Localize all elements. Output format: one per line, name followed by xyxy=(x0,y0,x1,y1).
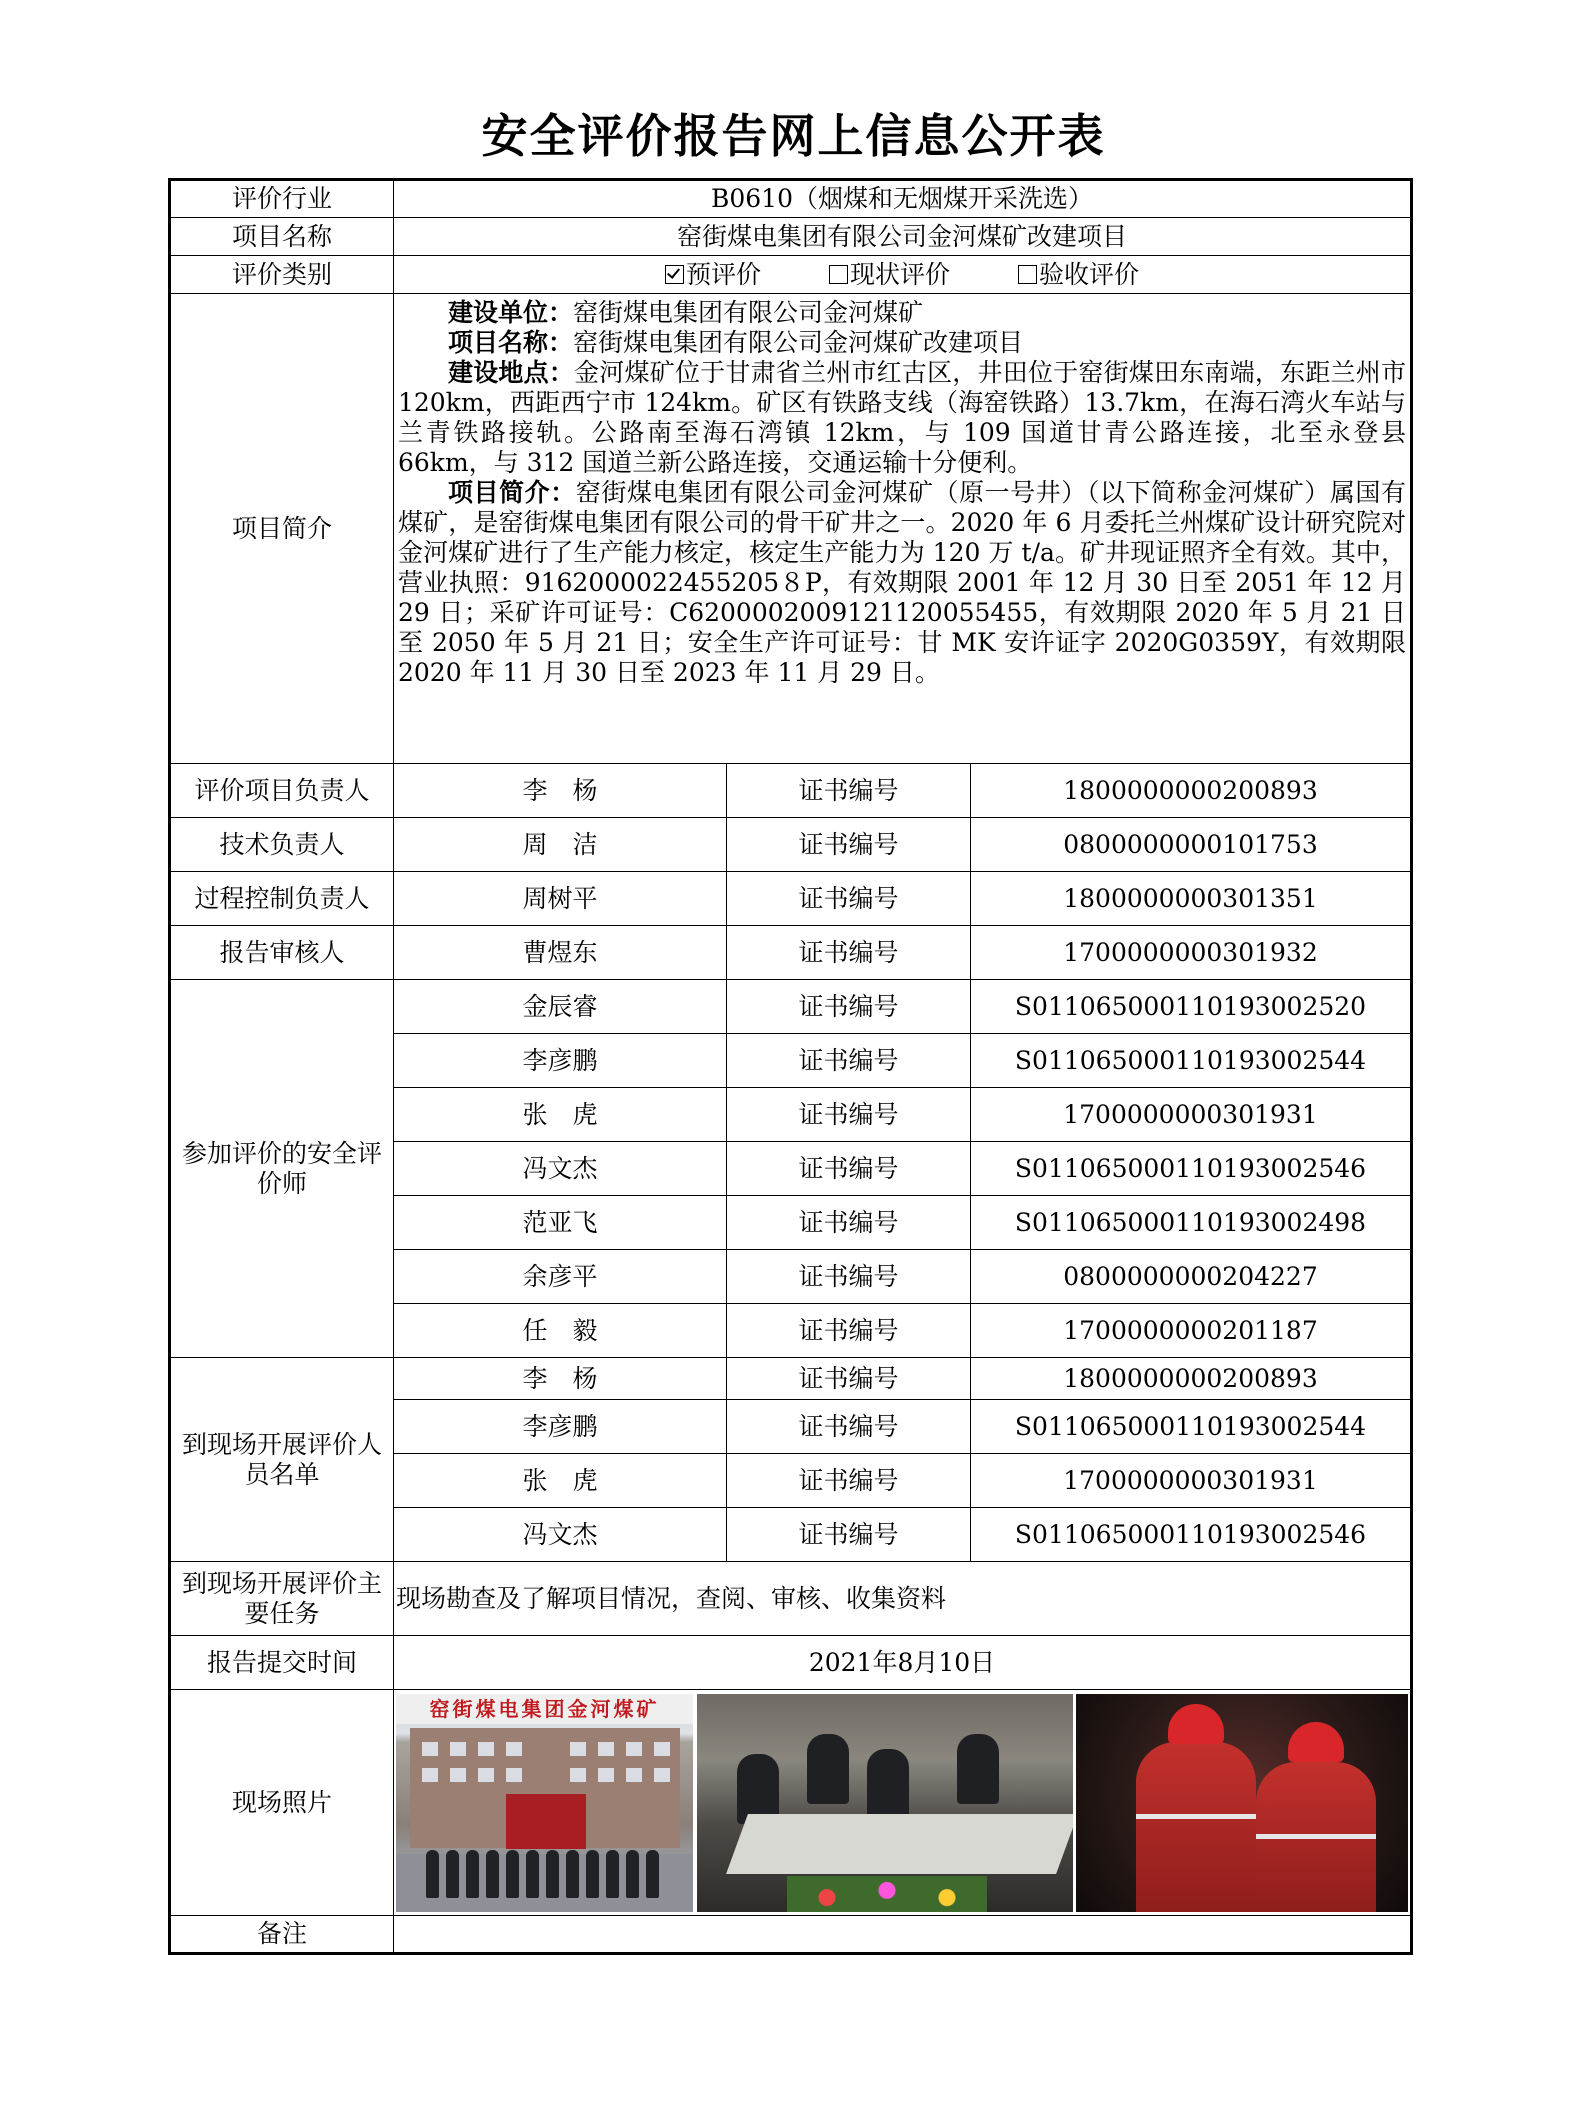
option-acceptance-evaluation[interactable]: 验收评价 xyxy=(1018,260,1139,290)
evaluator-name: 余彦平 xyxy=(394,1250,727,1304)
evaluator-cert: S011065000110193002498 xyxy=(971,1196,1412,1250)
mine-sign: 窑街煤电集团金河煤矿 xyxy=(396,1694,693,1724)
row-leader xyxy=(170,818,1412,872)
cert-label: 证书编号 xyxy=(727,1508,971,1562)
onsite-name: 冯文杰 xyxy=(394,1508,727,1562)
cert-label: 证书编号 xyxy=(727,1142,971,1196)
project-intro-text xyxy=(394,294,1412,764)
flowers xyxy=(787,1876,987,1912)
cert-label: 证书编号 xyxy=(727,764,971,818)
cert-label: 证书编号 xyxy=(727,1400,971,1454)
remarks-label: 备注 xyxy=(170,1916,394,1954)
evaluator-name: 冯文杰 xyxy=(394,1142,727,1196)
row-photos xyxy=(170,1690,1412,1916)
cert-label: 证书编号 xyxy=(727,1088,971,1142)
checkbox-icon[interactable] xyxy=(829,265,848,284)
row-leader xyxy=(170,872,1412,926)
leader-cert: 1800000000301351 xyxy=(971,872,1412,926)
evaluator-name: 任 毅 xyxy=(394,1304,727,1358)
tasks-label: 到现场开展评价主要任务 xyxy=(170,1562,394,1636)
intro-name-label: 项目名称： xyxy=(448,328,574,357)
onsite-label: 到现场开展评价人员名单 xyxy=(170,1358,394,1562)
evaluator-name: 李彦鹏 xyxy=(394,1034,727,1088)
page-title: 安全评价报告网上信息公开表 xyxy=(481,109,1106,163)
submit-date-label: 报告提交时间 xyxy=(170,1636,394,1690)
cert-label: 证书编号 xyxy=(727,980,971,1034)
cert-label: 证书编号 xyxy=(727,1196,971,1250)
photo-mine-building xyxy=(396,1694,693,1912)
row-submit-date xyxy=(170,1636,1412,1690)
cert-label: 证书编号 xyxy=(727,1250,971,1304)
location-value: 金河煤矿位于甘肃省兰州市红古区，井田位于窑街煤田东南端，东距兰州市 120km，西距西宁市 124km。矿区有铁路支线（海窑铁路）13.7km，在海石湾火车站与兰青铁路接轨。公路南至海石湾镇 12km，与 109 国道甘青公路连接，北至永登县 66km，与 312 国道兰新公路连接，交通运输十分便利。 xyxy=(398,358,1406,477)
evaluator-name: 张 虎 xyxy=(394,1088,727,1142)
onsite-name: 李 杨 xyxy=(394,1358,727,1400)
industry-label: 评价行业 xyxy=(170,180,394,218)
industry-value: B0610（烟煤和无烟煤开采洗选） xyxy=(394,180,1412,218)
checked-box-icon[interactable] xyxy=(665,265,684,284)
onsite-cert: S011065000110193002546 xyxy=(971,1508,1412,1562)
location-label: 建设地点： xyxy=(448,358,575,387)
checkbox-icon[interactable] xyxy=(1018,265,1037,284)
project-name-value: 窑街煤电集团有限公司金河煤矿改建项目 xyxy=(394,218,1412,256)
evaluator-name: 范亚飞 xyxy=(394,1196,727,1250)
evaluation-type-label: 评价类别 xyxy=(170,256,394,294)
row-project-intro xyxy=(170,294,1412,764)
evaluator-cert: 1700000000301931 xyxy=(971,1088,1412,1142)
leader-name: 周树平 xyxy=(394,872,727,926)
evaluator-cert: S011065000110193002546 xyxy=(971,1142,1412,1196)
leader-cert: 1700000000301932 xyxy=(971,926,1412,980)
evaluator-cert: 1700000000201187 xyxy=(971,1304,1412,1358)
row-tasks xyxy=(170,1562,1412,1636)
submit-date-value: 2021年8月10日 xyxy=(394,1636,1412,1690)
photo-strip xyxy=(396,1692,1408,1914)
leader-role: 评价项目负责人 xyxy=(170,764,394,818)
meeting-table xyxy=(726,1814,1073,1874)
evaluator-cert: S011065000110193002544 xyxy=(971,1034,1412,1088)
leader-role: 过程控制负责人 xyxy=(170,872,394,926)
unit-value: 窑街煤电集团有限公司金河煤矿 xyxy=(573,298,924,327)
row-project-name xyxy=(170,218,1412,256)
evaluators-label: 参加评价的安全评价师 xyxy=(170,980,394,1358)
row-leader xyxy=(170,926,1412,980)
cert-label: 证书编号 xyxy=(727,818,971,872)
cert-label: 证书编号 xyxy=(727,1304,971,1358)
row-leader xyxy=(170,764,1412,818)
onsite-name: 李彦鹏 xyxy=(394,1400,727,1454)
onsite-cert: 1700000000301931 xyxy=(971,1454,1412,1508)
leader-cert: 1800000000200893 xyxy=(971,764,1412,818)
row-evaluator xyxy=(170,980,1412,1034)
option-status-evaluation[interactable]: 现状评价 xyxy=(829,260,950,290)
tasks-value: 现场勘查及了解项目情况，查阅、审核、收集资料 xyxy=(394,1562,1412,1636)
remarks-value xyxy=(394,1916,1412,1954)
evaluator-name: 金辰睿 xyxy=(394,980,727,1034)
onsite-cert: S011065000110193002544 xyxy=(971,1400,1412,1454)
cert-label: 证书编号 xyxy=(727,1034,971,1088)
intro-name-value: 窑街煤电集团有限公司金河煤矿改建项目 xyxy=(573,328,1024,357)
onsite-cert: 1800000000200893 xyxy=(971,1358,1412,1400)
cert-label: 证书编号 xyxy=(727,926,971,980)
row-remarks xyxy=(170,1916,1412,1954)
cert-label: 证书编号 xyxy=(727,1358,971,1400)
leader-cert: 0800000000101753 xyxy=(971,818,1412,872)
evaluation-type-options xyxy=(394,256,1412,294)
cert-label: 证书编号 xyxy=(727,1454,971,1508)
evaluator-cert: 0800000000204227 xyxy=(971,1250,1412,1304)
leader-name: 周 洁 xyxy=(394,818,727,872)
leader-role: 报告审核人 xyxy=(170,926,394,980)
leader-name: 曹煜东 xyxy=(394,926,727,980)
project-name-label: 项目名称 xyxy=(170,218,394,256)
row-evaluation-type xyxy=(170,256,1412,294)
leader-name: 李 杨 xyxy=(394,764,727,818)
row-industry xyxy=(170,180,1412,218)
project-intro-label: 项目简介 xyxy=(170,294,394,764)
row-onsite-person xyxy=(170,1358,1412,1400)
photos-label: 现场照片 xyxy=(170,1690,394,1916)
photo-underground-miners xyxy=(1076,1694,1408,1912)
summary-value: 窑街煤电集团有限公司金河煤矿（原一号井）（以下简称金河煤矿）属国有煤矿，是窑街煤电集团有限公司的骨干矿井之一。2020 年 6 月委托兰州煤矿设计研究院对金河煤矿进行了生产能力核定，核定生产能力为 120 万 t/a。矿井现证照齐全有效。其中，营业执照：9162000022455205８P，有效期限 2001 年 12 月 30 日至 2051 年 12 月 29 日；采矿许可证号：C6200002009121120055455，有效期限 2020 年 5 月 21 日至 2050 年 5 月 21 日；安全生产许可证号：甘 MK 安许证字 2020G0359Y，有效期限 2020 年 11 月 30 日至 2023 年 11 月 29 日。 xyxy=(398,478,1406,687)
photo-meeting-room xyxy=(697,1694,1073,1912)
photos-cell xyxy=(394,1690,1412,1916)
leader-role: 技术负责人 xyxy=(170,818,394,872)
info-table xyxy=(168,178,1413,1955)
evaluator-cert: S011065000110193002520 xyxy=(971,980,1412,1034)
onsite-name: 张 虎 xyxy=(394,1454,727,1508)
unit-label: 建设单位： xyxy=(448,298,574,327)
option-pre-evaluation[interactable]: 预评价 xyxy=(665,260,761,290)
entrance-gate xyxy=(506,1794,586,1849)
summary-label: 项目简介： xyxy=(448,478,576,507)
cert-label: 证书编号 xyxy=(727,872,971,926)
